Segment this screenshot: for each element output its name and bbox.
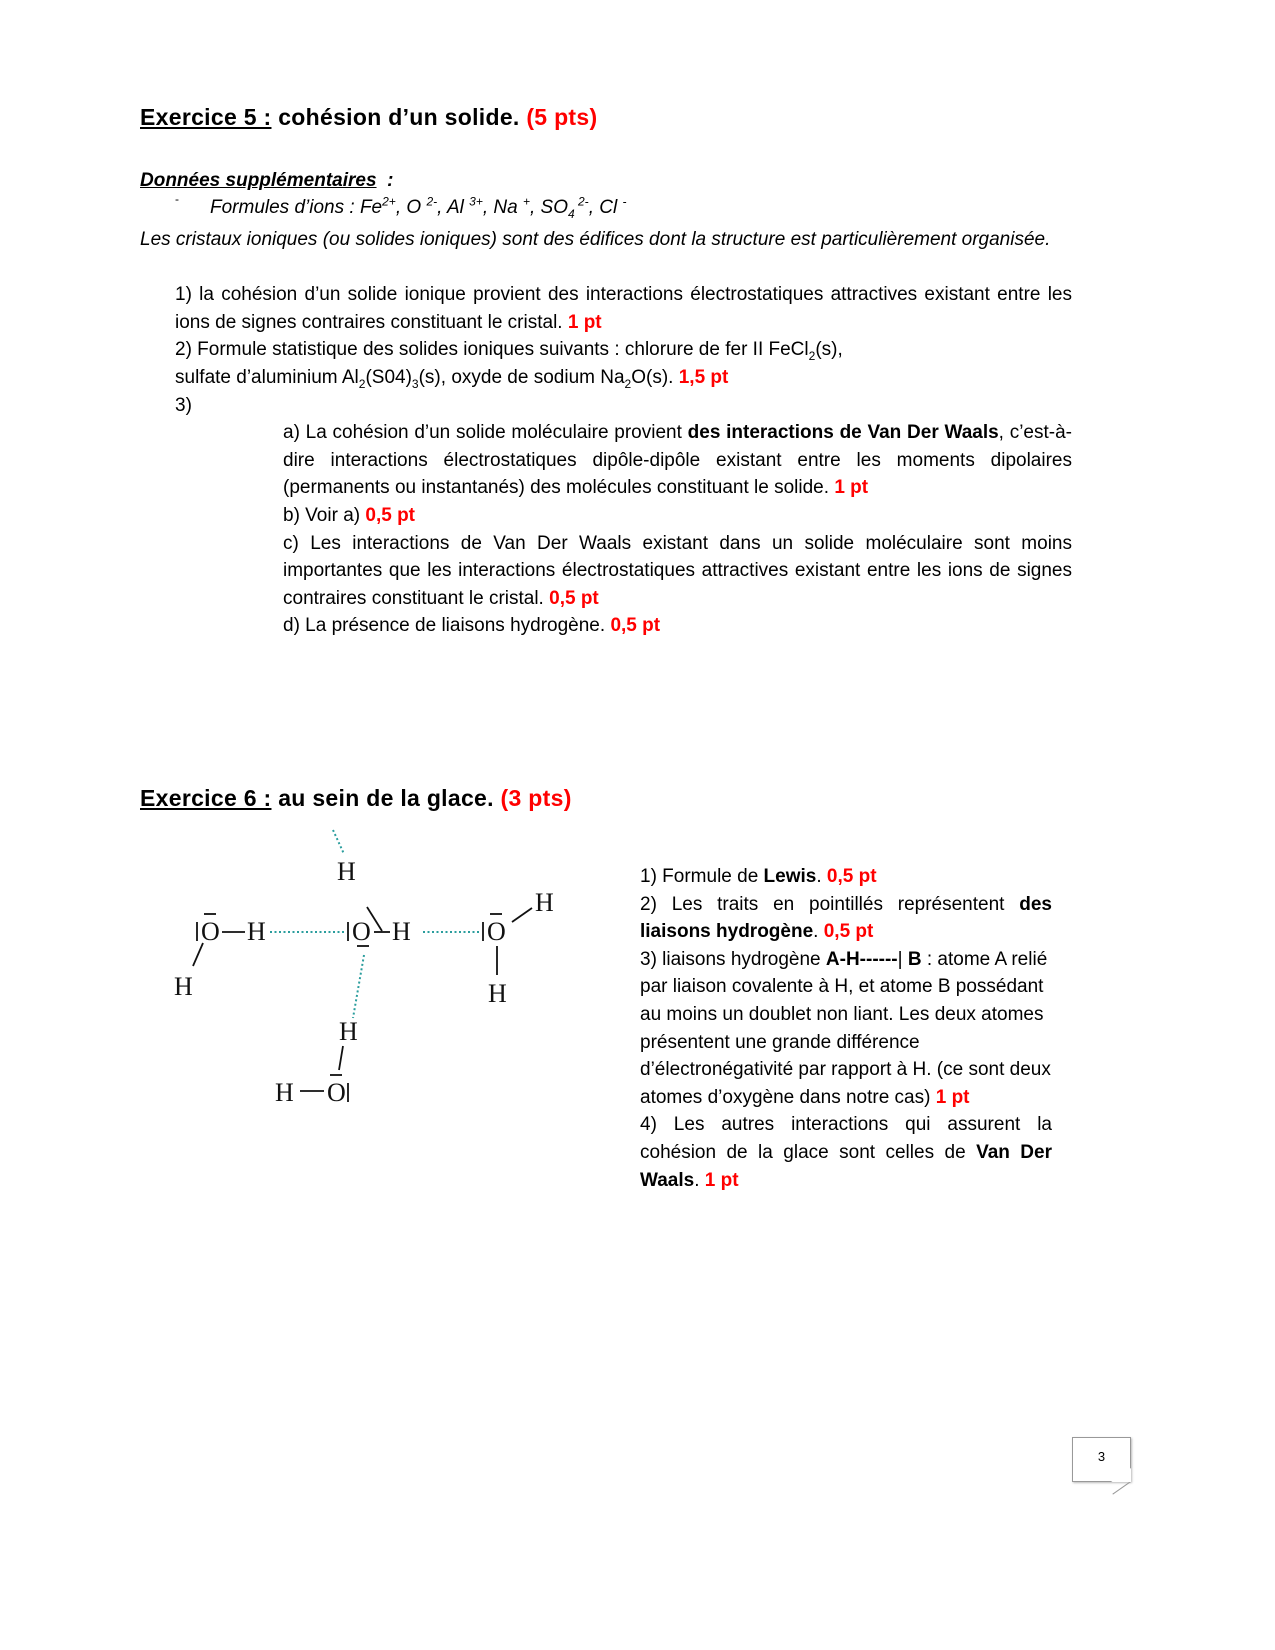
atom-h-bottom: H [339,1017,358,1046]
ex6-answer-4 [640,1111,1052,1194]
colon: : [387,170,394,191]
atom-o-right: O [487,917,506,946]
text-segment: A-H------ [825,948,898,970]
text-segment: Formules d’ions : Fe [210,197,383,218]
text-segment: 2 [808,349,816,364]
points-value: 0,5 pt [365,504,415,526]
water-hydrogen-bond-diagram [0,0,630,1120]
text-segment: | [897,948,908,970]
text-segment: 2) Les traits en pointillés représentent [640,893,1020,915]
bond [193,943,203,966]
text-segment: B [907,948,922,970]
exercise-6-answers [640,863,1052,1194]
bond [339,1046,343,1070]
bond [512,908,532,922]
text-segment: 4 [567,206,575,221]
exercise-label: Exercice 5 : [140,104,272,130]
text-segment: + [522,194,530,209]
atom-o-center: O [352,917,371,946]
atom-o-left: O [201,917,220,946]
exercise-label: Exercice 6 : [140,785,272,811]
atom-h-bottom-left: H [275,1078,294,1107]
text-segment: c) Les interactions de Van Der Waals existant dans un solide moléculaire sont moins importantes que les interactions électrostatiques attractives existant entre les ions de signes contraires constituant le cristal. [283,532,1072,609]
text-segment: 2- [426,194,438,209]
points-value: 0,5 pt [826,866,877,887]
text-segment: 4) Les autres interactions qui assurent la cohésion de la glace sont celles de [640,1114,1052,1163]
points-value: 1 pt [567,311,602,333]
atom-h-center-right: H [392,917,411,946]
atom-h-right-top: H [535,888,554,917]
text-segment: , c’est-à-dire interactions électrostatiques dipôle-dipôle existant entre les moments dipolaires (permanents ou instantanés) des molécules constituant le solide. [283,422,1072,499]
text-segment: d) La présence de liaisons hydrogène. [283,615,611,637]
points: (3 pts) [500,785,572,811]
text-segment: O(s). [631,366,679,388]
points-value: 1 pt [704,1169,739,1191]
text-segment: . [816,866,827,887]
text-segment: Van Der Waals [640,1141,1052,1191]
text-segment: . [694,1169,705,1191]
ex6-answer-2 [640,891,1052,946]
text-segment: , Na [482,197,523,218]
text-segment: , O [395,197,427,218]
bullet: - [175,192,179,206]
text-segment: sulfate d’aluminium Al [175,366,359,388]
atom-h-center-top: H [337,857,356,886]
points-value: 0,5 pt [549,587,599,609]
text-segment: 2 [358,376,366,391]
exercise-subtitle: cohésion d’un solide. [278,104,520,130]
points-value: 1 pt [834,477,869,499]
text-segment: 3) [175,394,192,416]
text-segment: Les cristaux ioniques (ou solides ioniques) sont des édifices dont la structure est particulièrement organisée. [140,228,1051,250]
text-segment: , Cl [588,197,623,218]
points-value: 0,5 pt [610,615,661,637]
points-value: 1 pt [935,1086,970,1108]
text-segment: a) La cohésion d’un solide moléculaire provient [283,422,688,444]
ex6-answer-3 [640,946,1052,1112]
text-segment: 2- [574,194,589,209]
exercise-subtitle: au sein de la glace. [278,785,494,811]
text-segment: . [813,921,824,943]
text-segment: 1) la cohésion d’un solide ionique provient des interactions électrostatiques attractives existant entre les ions de signes contraires constituant le cristal. [175,284,1072,333]
atom-h-left-right: H [247,917,266,946]
text-segment: des interactions de Van Der Waals [687,422,999,444]
text-segment: (S04) [365,366,412,388]
text-segment: 3) liaisons hydrogène [640,948,826,970]
heading-text: Données supplémentaires [140,170,377,191]
text-segment: Lewis [763,866,817,887]
text-segment: 2+ [382,194,396,209]
text-segment: b) Voir a) [283,504,366,526]
text-segment: (s), oxyde de sodium Na [418,366,625,388]
points: (5 pts) [526,104,598,130]
text-segment: des liaisons hydrogène [640,893,1052,943]
hydrogen-bonds [270,830,479,1018]
points-value: 0,5 pt [823,921,874,943]
text-segment: , SO [529,197,568,218]
text-segment: 3 [411,376,419,391]
hydrogen-bond [333,830,344,854]
atom-o-bottom: O [327,1078,346,1107]
ex6-answer-1 [640,863,1052,891]
points-value: 1,5 pt [678,366,729,388]
text-segment: (s), [815,339,843,361]
text-segment: 2) Formule statistique des solides ioniques suivants : chlorure de fer II FeCl [175,339,809,361]
page-number-text: 3 [1097,1449,1106,1464]
text-segment: 1) Formule de [640,866,764,887]
text-segment: , Al [437,197,470,218]
text-segment: : atome A relié par liaison covalente à H, et atome B possédant au moins un doublet non liant. Les deux atomes présentent une grande différence d’électronégativité par rapport à H. (ce sont deux atomes d’oxygène dans notre cas) [640,948,1051,1108]
text-segment: - [622,194,627,209]
text-segment: 3+ [469,194,483,209]
hydrogen-bond [353,955,364,1018]
atom-h-right-bottom: H [488,979,507,1008]
atom-h-left-bottom: H [174,972,193,1001]
page-number [1072,1437,1131,1482]
text-segment: 2 [624,376,632,391]
